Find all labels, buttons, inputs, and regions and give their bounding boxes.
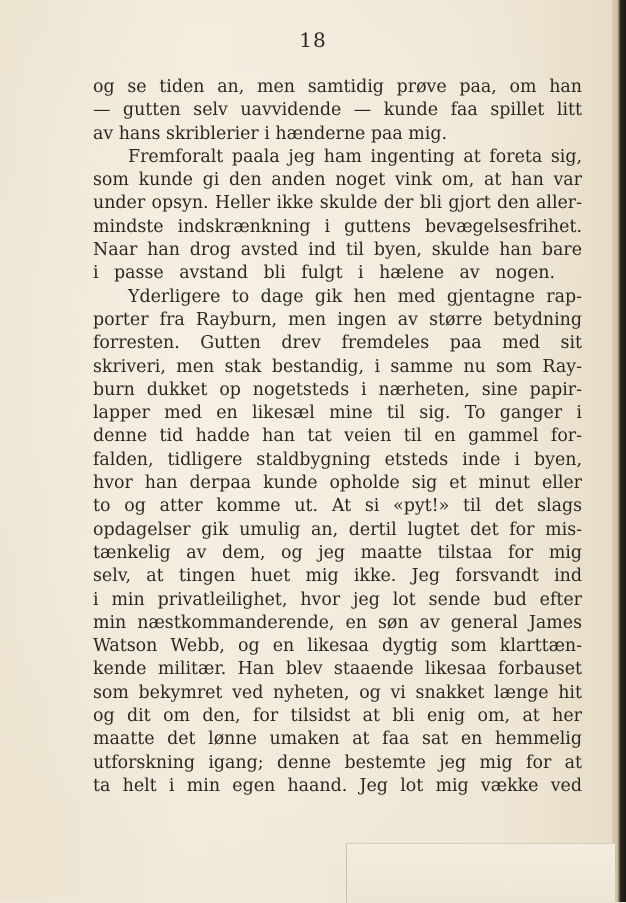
text-line: kende militær. Han blev staaende likesaa forbauset xyxy=(93,659,582,680)
book-spine-edge xyxy=(612,0,626,902)
text-line: i min privatleilighet, hvor jeg lot sende bud efter xyxy=(93,589,582,610)
text-line: lapper med en likesæl mine til sig. To ganger i xyxy=(93,403,582,424)
text-line: som bekymret ved nyheten, og vi snakket længe hit xyxy=(93,682,582,703)
text-line: mindste indskrænkning i guttens bevægelsesfrihet. xyxy=(93,216,582,237)
text-line: av hans skriblerier i hænderne paa mig. xyxy=(93,123,447,144)
text-line: denne tid hadde han tat veien til en gammel for- xyxy=(93,426,582,447)
text-line: to og atter komme ut. At si «pyt!» til det slags xyxy=(93,496,582,517)
text-line: burn dukket op nogetsteds i nærheten, sine papir- xyxy=(93,379,582,400)
text-line: selv, at tingen huet mig ikke. Jeg forsvandt ind xyxy=(93,566,582,587)
text-line: skriveri, men stak bestandig, i samme nu som Ray- xyxy=(93,356,582,377)
text-line: opdagelser gik umulig an, dertil lugtet det for mis- xyxy=(93,519,582,540)
page-corner-plate xyxy=(346,843,615,903)
text-line: under opsyn. Heller ikke skulde der bli gjort den aller- xyxy=(93,193,582,214)
text-line: — gutten selv uavvidende — kunde faa spillet litt xyxy=(93,100,582,121)
text-line: ta helt i min egen haand. Jeg lot mig vække ved xyxy=(93,775,582,796)
text-line: falden, tidligere staldbygning etsteds inde i byen, xyxy=(93,449,582,470)
paragraph-start-line: Yderligere to dage gik hen med gjentagne rap- xyxy=(128,286,582,307)
text-line: hvor han derpaa kunde opholde sig et minut eller xyxy=(93,473,582,494)
body-text xyxy=(93,76,582,798)
text-line: porter fra Rayburn, men ingen av større betydning xyxy=(93,309,582,330)
text-line: forresten. Gutten drev fremdeles paa med sit xyxy=(93,333,582,354)
text-line: Watson Webb, og en likesaa dygtig som klarttæn- xyxy=(93,636,582,657)
text-line: i passe avstand bli fulgt i hælene av nogen. xyxy=(93,263,555,284)
page-number: 18 xyxy=(299,28,327,52)
text-line: min næstkommanderende, en søn av general James xyxy=(93,612,582,633)
text-line: og dit om den, for tilsidst at bli enig om, at her xyxy=(93,706,582,727)
text-line: som kunde gi den anden noget vink om, at han var xyxy=(93,170,582,191)
text-line: utforskning igang; denne bestemte jeg mig for at xyxy=(93,752,582,773)
text-line: tænkelig av dem, og jeg maatte tilstaa for mig xyxy=(93,542,582,563)
text-line: Naar han drog avsted ind til byen, skulde han bare xyxy=(93,240,582,261)
text-line: og se tiden an, men samtidig prøve paa, om han xyxy=(93,77,582,97)
paragraph-start-line: Fremforalt paala jeg ham ingenting at foreta sig, xyxy=(128,146,582,167)
text-line: maatte det lønne umaken at faa sat en hemmelig xyxy=(93,729,582,750)
